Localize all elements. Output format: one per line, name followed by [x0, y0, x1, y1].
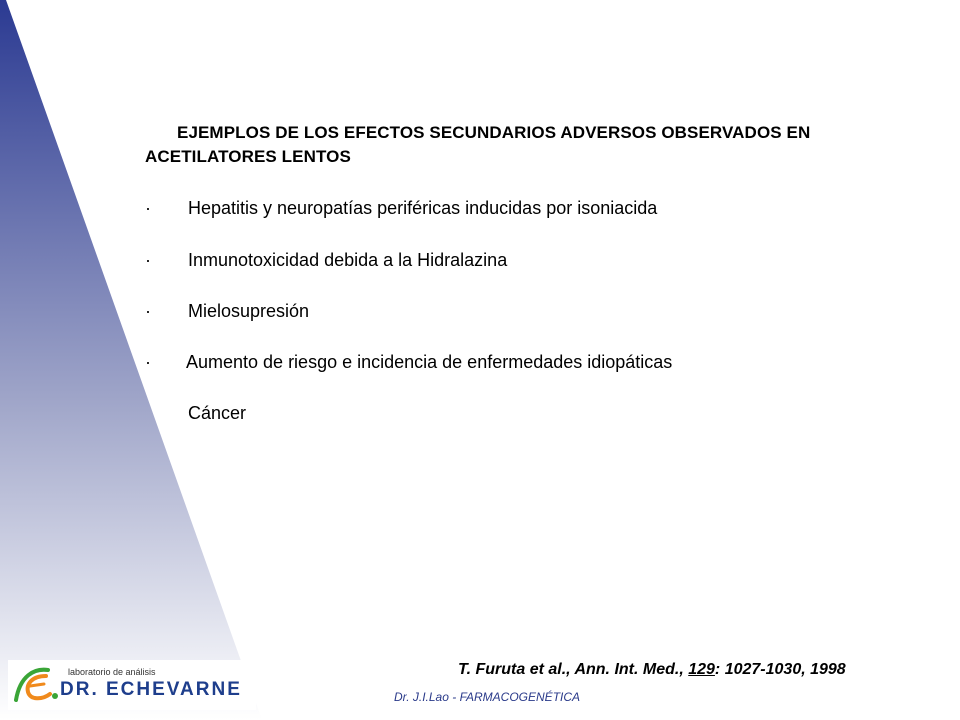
logo-tagline: laboratorio de análisis [68, 667, 156, 677]
list-item-text: Inmunotoxicidad debida a la Hidralazina [188, 250, 508, 270]
footer-text: Dr. J.I.Lao - FARMACOGENÉTICA [394, 690, 581, 704]
list-item-text: Cáncer [188, 403, 247, 423]
slide-title: EJEMPLOS DE LOS EFECTOS SECUNDARIOS ADVERSOS OBSERVADOS EN ACETILATORES LENTOS [145, 123, 811, 166]
list-item-text: Hepatitis y neuropatías periféricas inducidas por isoniacida [188, 198, 658, 218]
citation-pages: : 1027-1030, 1998 [714, 661, 846, 678]
list-item-text: Aumento de riesgo e incidencia de enfermedades idiopáticas [186, 352, 673, 372]
citation [458, 661, 846, 679]
logo-emblem-icon [10, 662, 62, 708]
bullet-icon: · [145, 250, 151, 270]
bullet-icon: · [145, 352, 151, 372]
citation-text: T. Furuta et al., Ann. Int. Med., [458, 661, 689, 678]
bullet-icon: · [145, 198, 151, 218]
bullet-icon: · [145, 301, 151, 321]
logo-name: DR. ECHEVARNE [60, 679, 242, 700]
lab-logo [8, 660, 256, 710]
citation-volume: 129 [688, 661, 715, 678]
list-item-text: Mielosupresión [188, 301, 310, 321]
